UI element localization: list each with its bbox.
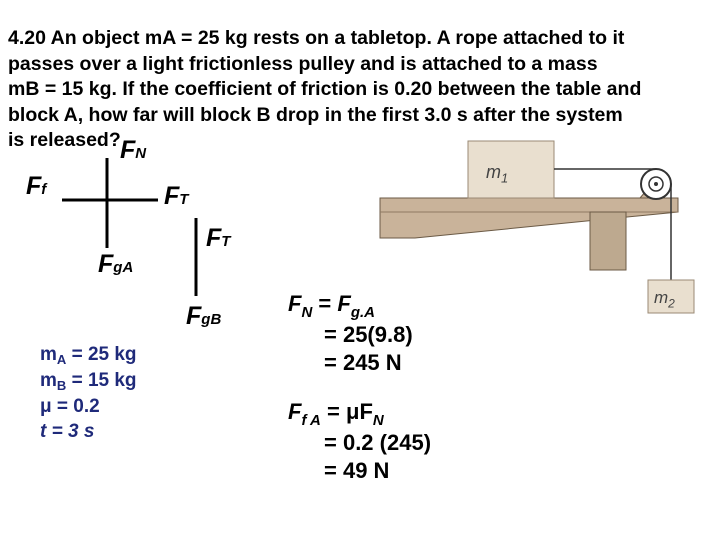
calc-normal-force: $F_N = F_{g.A}$ = 25(9.8) = 245 N — [288, 291, 413, 375]
calc-friction-force: $F_{f A} = \mu F_N$ = 0.2 (245) = 49 N — [288, 399, 432, 483]
problem-line-2: passes over a light frictionless pulley and is attached to a mass — [8, 52, 598, 75]
block-m2-label: $m_2$ — [654, 288, 675, 311]
label-gravity-force-a: FgA — [98, 250, 134, 278]
given-mu: μ = 0.2 — [40, 396, 100, 417]
table-leg — [590, 212, 626, 270]
label-gravity-force-b: FgB — [186, 302, 222, 330]
block-m1 — [468, 141, 554, 198]
block-m1-label: $m_1$ — [486, 162, 509, 186]
given-time: t = 3 s — [40, 421, 95, 442]
label-normal-force: FN — [120, 136, 147, 164]
given-values — [40, 342, 137, 444]
fbd-block-a — [62, 158, 158, 248]
given-mass-b: $m_B = 15$ kg — [40, 370, 137, 393]
given-mass-a: $m_A = 25$ kg — [40, 344, 137, 367]
problem-line-1: 4.20 An object mA = 25 kg rests on a tabletop. A rope attached to it — [8, 27, 625, 49]
label-tension-force-b: FT — [206, 224, 231, 252]
problem-line-4: block A, how far will block B drop in the first 3.0 s after the system — [8, 103, 623, 126]
label-friction-force: Ff — [26, 172, 47, 200]
problem-line-5: is released? — [8, 129, 121, 151]
apparatus-illustration — [380, 141, 694, 313]
label-tension-force-a: FT — [164, 182, 189, 210]
tabletop — [380, 198, 678, 238]
problem-line-3: mB = 15 kg. If the coefficient of friction is 0.20 between the table and — [8, 78, 642, 100]
